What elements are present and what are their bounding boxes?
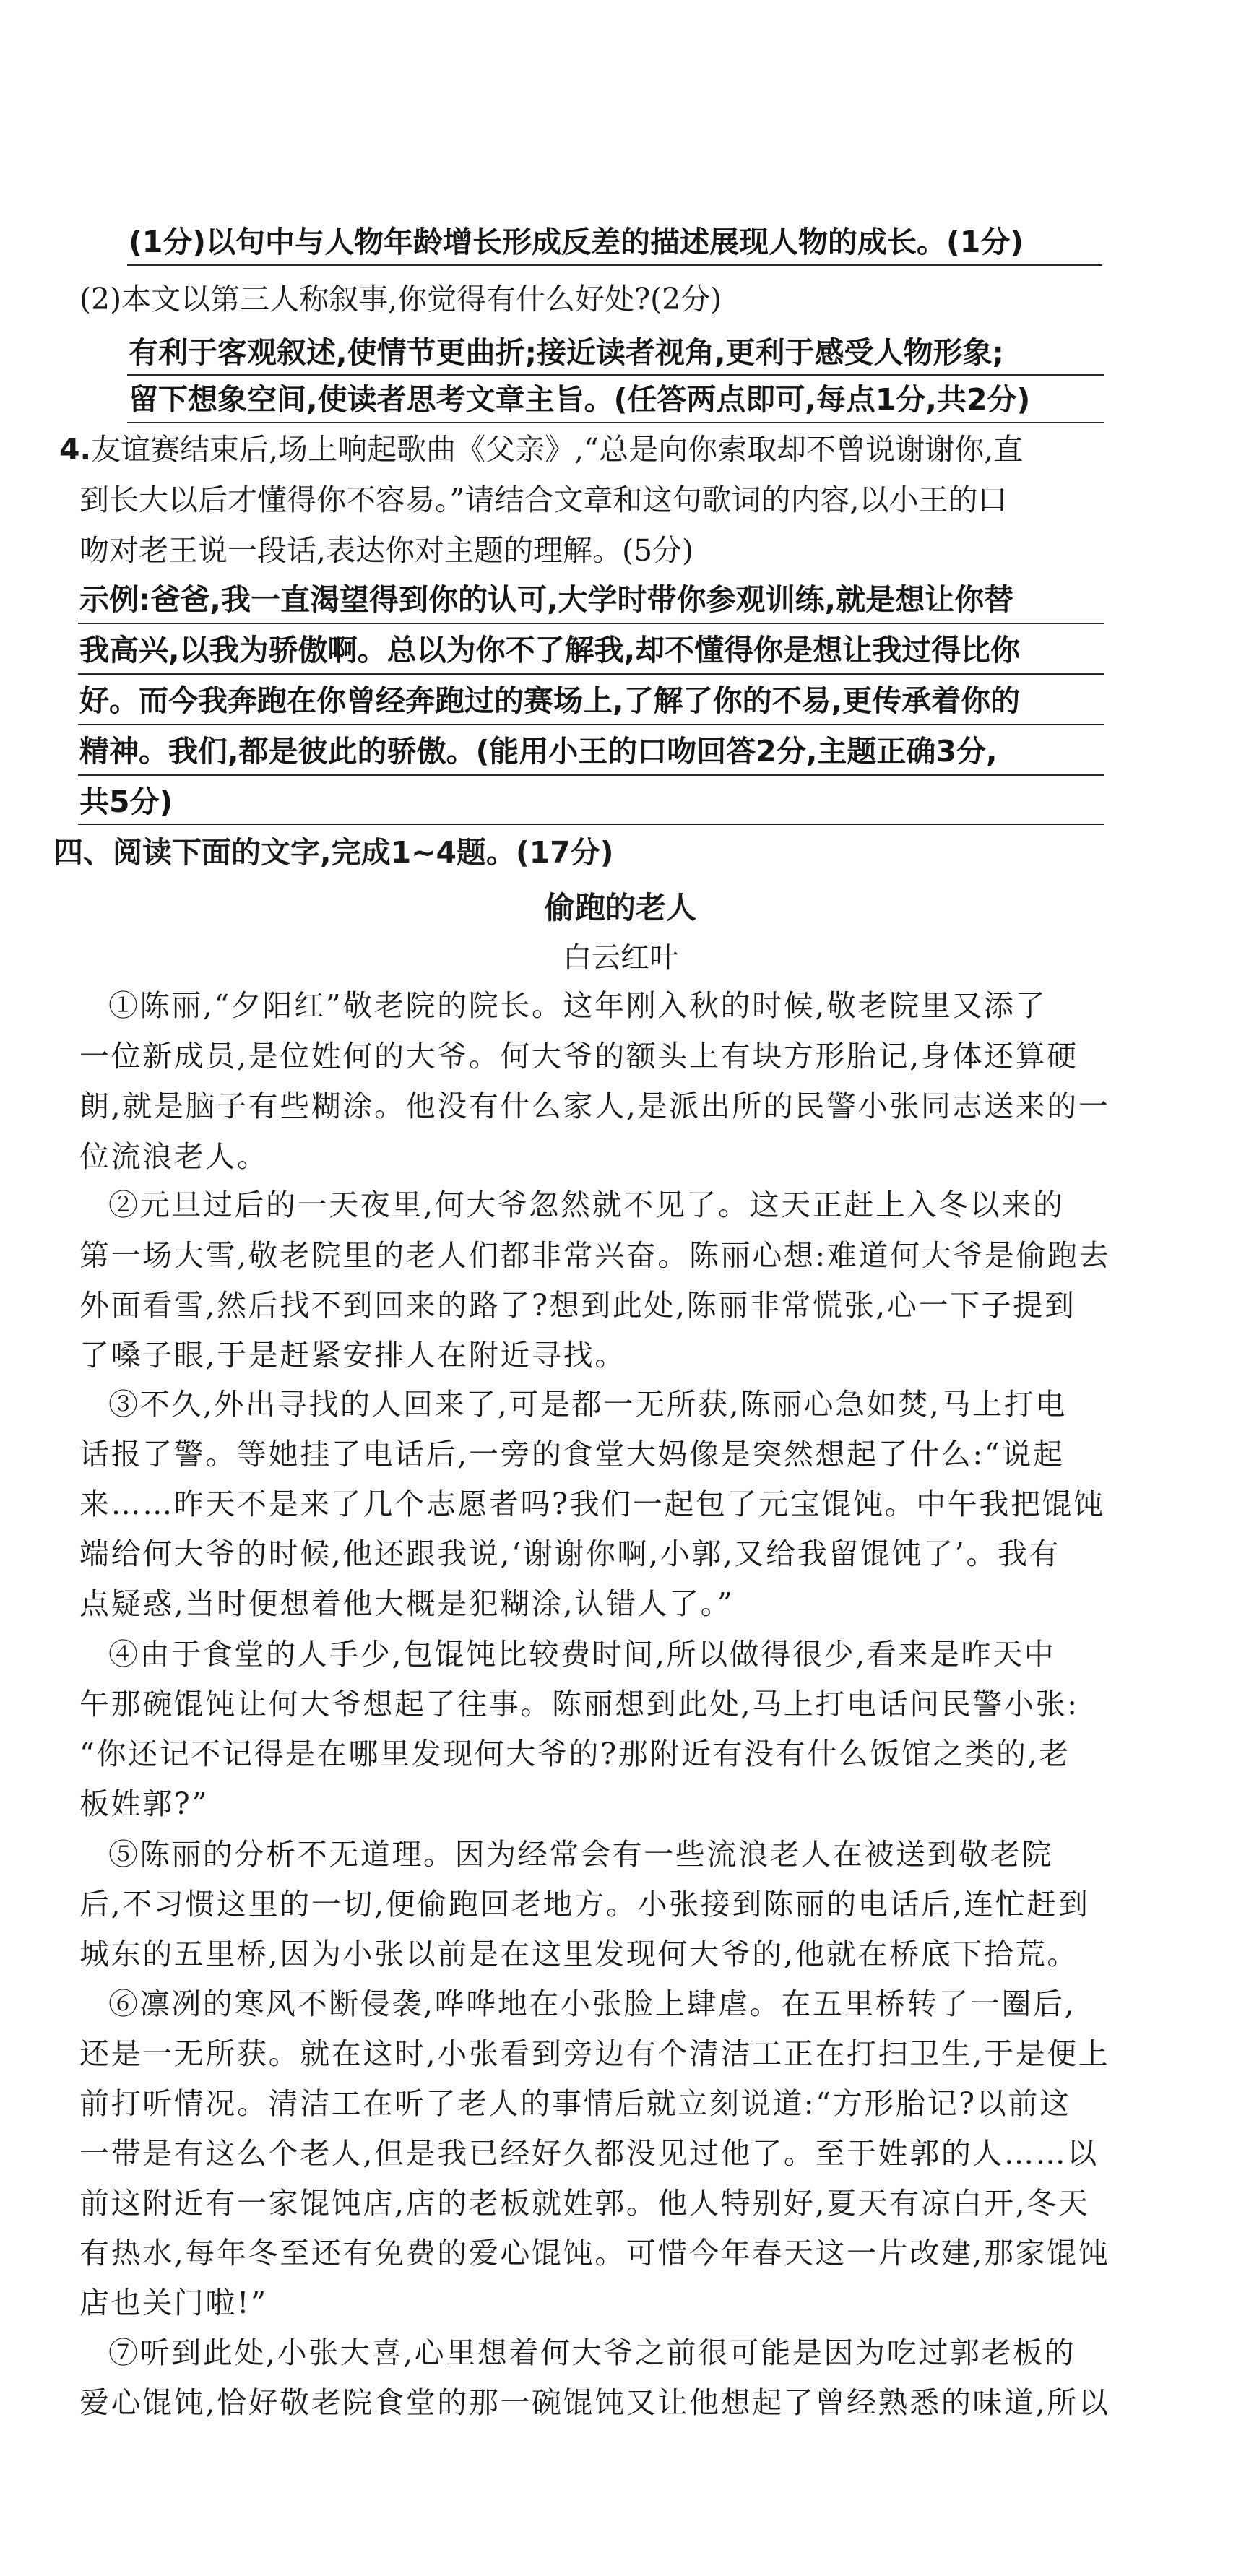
- section-heading: 四、阅读下面的文字,完成1~4题。(17分): [53, 835, 614, 870]
- paragraph-line: 店也关门啦!”: [79, 2286, 268, 2320]
- answer-line: (1分)以句中与人物年龄增长形成反差的描述展现人物的成长。(1分): [129, 225, 1024, 259]
- paragraph-line: 后,不习惯这里的一切,便偷跑回老地方。小张接到陈丽的电话后,连忙赶到: [79, 1887, 1090, 1922]
- paragraph-line: 来……昨天不是来了几个志愿者吗?我们一起包了元宝馄饨。中午我把馄饨: [79, 1487, 1105, 1521]
- paragraph-line: 爱心馄饨,恰好敬老院食堂的那一碗馄饨又让他想起了曾经熟悉的味道,所以: [79, 2385, 1110, 2420]
- paragraph-line: 午那碗馄饨让何大爷想起了往事。陈丽想到此处,马上打电话问民警小张:: [79, 1687, 1079, 1721]
- paragraph-line: 了嗓子眼,于是赶紧安排人在附近寻找。: [79, 1338, 626, 1373]
- answer-line: 有利于客观叙述,使情节更曲折;接近读者视角,更利于感受人物形象;: [129, 335, 1004, 370]
- paragraph-line: ③不久,外出寻找的人回来了,可是都一无所获,陈丽心急如焚,马上打电: [108, 1387, 1067, 1422]
- paragraph-line: ④由于食堂的人手少,包馄饨比较费时间,所以做得很少,看来是昨天中: [108, 1637, 1056, 1672]
- paragraph-line: ⑦听到此处,小张大喜,心里想着何大爷之前很可能是因为吃过郭老板的: [108, 2335, 1076, 2370]
- answer-line: 我高兴,以我为骄傲啊。总以为你不了解我,却不懂得你是想让我过得比你: [79, 633, 1021, 667]
- answer-underline: [78, 623, 1104, 624]
- answer-line: 共5分): [79, 785, 173, 819]
- paragraph-line: 板姓郭?”: [79, 1786, 209, 1821]
- answer-underline: [127, 374, 1104, 376]
- paragraph-line: 点疑惑,当时便想着他大概是犯糊涂,认错人了。”: [79, 1586, 735, 1621]
- question-prompt: 到长大以后才懂得你不容易。”请结合文章和这句歌词的内容,以小王的口: [79, 483, 1008, 517]
- paragraph-line: 前这附近有一家馄饨店,店的老板就姓郭。他人特别好,夏天有凉白开,冬天: [79, 2186, 1090, 2221]
- question-number: 4.: [59, 432, 92, 467]
- question-4-line: [59, 429, 1023, 470]
- paragraph-line: ②元旦过后的一天夜里,何大爷忽然就不见了。这天正赶上入冬以来的: [108, 1188, 1065, 1222]
- paragraph-line: 一带是有这么个老人,但是我已经好久都没见过他了。至于姓郭的人……以: [79, 2136, 1099, 2171]
- paragraph-line: “你还记不记得是在哪里发现何大爷的?那附近有没有什么饭馆之类的,老: [79, 1737, 1071, 1771]
- paragraph-line: 位流浪老人。: [79, 1139, 269, 1174]
- question-prompt: 友谊赛结束后,场上响起歌曲《父亲》,“总是向你索取却不曾说谢谢你,直: [91, 432, 1024, 467]
- answer-underline: [78, 673, 1104, 675]
- answer-underline: [78, 774, 1104, 776]
- paragraph-line: 前打听情况。清洁工在听了老人的事情后就立刻说道:“方形胎记?以前这: [79, 2086, 1071, 2121]
- answer-line: 示例:爸爸,我一直渴望得到你的认可,大学时带你参观训练,就是想让你替: [79, 582, 1014, 617]
- paragraph-line: 端给何大爷的时候,他还跟我说,‘谢谢你啊,小郭,又给我留馄饨了’。我有: [79, 1536, 1061, 1571]
- article-title: 偷跑的老人: [544, 890, 696, 925]
- answer-underline: [127, 422, 1104, 423]
- answer-line: 精神。我们,都是彼此的骄傲。(能用小王的口吻回答2分,主题正确3分,: [79, 734, 998, 769]
- answer-underline: [78, 824, 1104, 825]
- paragraph-line: ①陈丽,“夕阳红”敬老院的院长。这年刚入秋的时候,敬老院里又添了: [108, 988, 1047, 1023]
- paragraph-line: 一位新成员,是位姓何的大爷。何大爷的额头上有块方形胎记,身体还算硬: [79, 1039, 1078, 1073]
- article-author: 白云红叶: [563, 941, 678, 974]
- question-label: (2)本文以第三人称叙事,你觉得有什么好处?(2分): [79, 282, 722, 316]
- paragraph-line: ⑤陈丽的分析不无道理。因为经常会有一些流浪老人在被送到敬老院: [108, 1837, 1053, 1872]
- paragraph-line: 有热水,每年冬至还有免费的爱心馄饨。可惜今年春天这一片改建,那家馄饨: [79, 2236, 1110, 2270]
- paragraph-line: 朗,就是脑子有些糊涂。他没有什么家人,是派出所的民警小张同志送来的一: [79, 1089, 1110, 1123]
- paragraph-line: ⑥凛冽的寒风不断侵袭,哗哗地在小张脸上肆虐。在五里桥转了一圈后,: [108, 1987, 1076, 2021]
- answer-line: 留下想象空间,使读者思考文章主旨。(任答两点即可,每点1分,共2分): [129, 382, 1031, 417]
- answer-line: 好。而今我奔跑在你曾经奔跑过的赛场上,了解了你的不易,更传承着你的: [79, 683, 1021, 718]
- paragraph-line: 城东的五里桥,因为小张以前是在这里发现何大爷的,他就在桥底下拾荒。: [79, 1937, 1078, 1971]
- paragraph-line: 还是一无所获。就在这时,小张看到旁边有个清洁工正在打扫卫生,于是便上: [79, 2036, 1110, 2071]
- paragraph-line: 第一场大雪,敬老院里的老人们都非常兴奋。陈丽心想:难道何大爷是偷跑去: [79, 1238, 1111, 1273]
- answer-underline: [78, 724, 1104, 725]
- paragraph-line: 话报了警。等她挂了电话后,一旁的食堂大妈像是突然想起了什么:“说起: [79, 1437, 1065, 1471]
- question-prompt: 吻对老王说一段话,表达你对主题的理解。(5分): [79, 533, 694, 568]
- answer-underline: [127, 264, 1102, 266]
- paragraph-line: 外面看雪,然后找不到回来的路了?想到此处,陈丽非常慌张,心一下子提到: [79, 1288, 1076, 1323]
